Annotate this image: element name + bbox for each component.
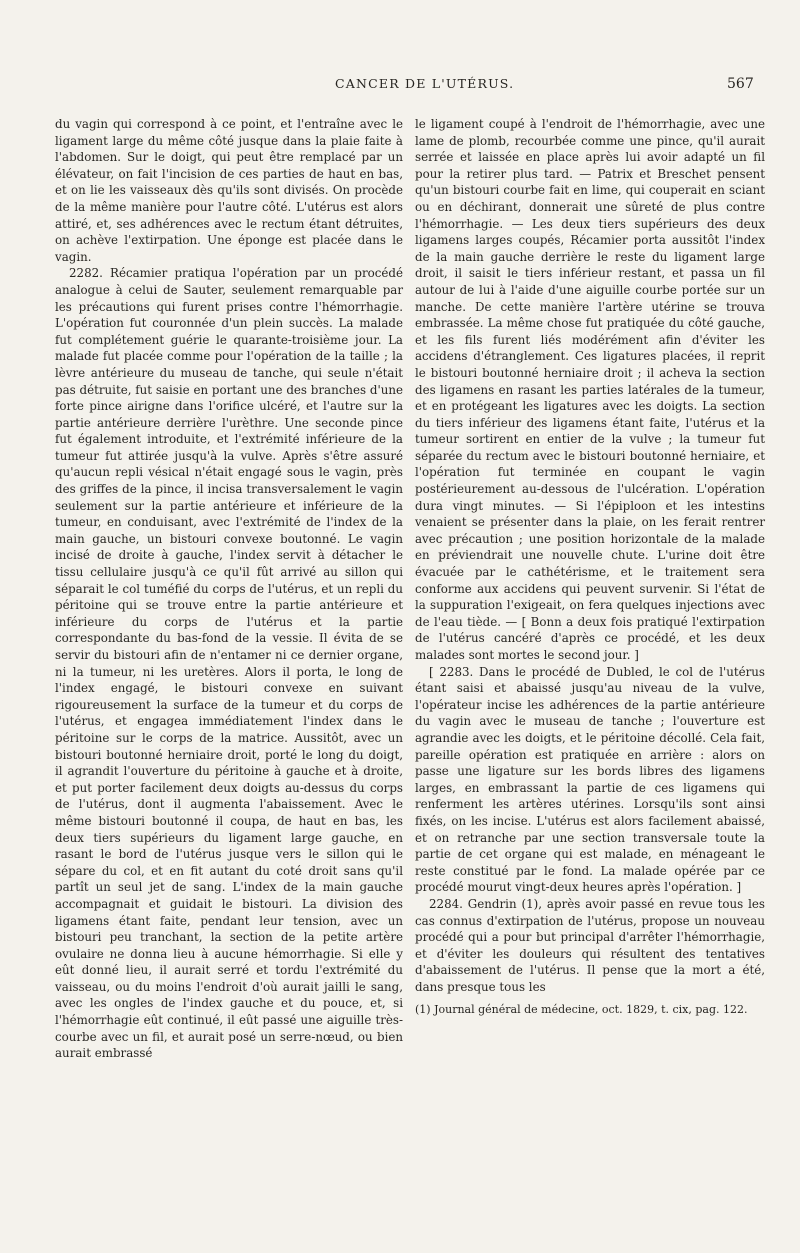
paragraph-2282: 2282. Récamier pratiqua l'opération par un procédé analogue à celui de Sauter, seulement remarquable par les précautions qui furent prises contre l'hémorrhagie. L'opération fut couronnée d'un plein succès. La malade fut complétement guérie le quarante-troisième jour. La malade fut placée comme pour l'opération de la taille ; la lèvre antérieure du museau de tanche, qui seule n'était pas détruite, fut saisie en portant une des branches d'une forte pince airigne dans l'orifice ulcéré, et l'autre sur la partie antérieure derrière l'urèthre. Une seconde pince fut également introduite, et l'extrémité inférieure de la tumeur fut attirée jusqu'à la vulve. Après s'être assuré qu'aucun repli vésical n'était engagé sous le vagin, près des griffes de la pince, il incisa transversalement le vagin seulement sur la partie antérieure et inférieure de la tumeur, en conduisant, avec l'extrémité de l'index de la main gauche, un bistouri convexe boutonné. Le vagin incisé de droite à gauche, l'index servit à détacher le tissu cellulaire jusqu'à ce qu'il fût arrivé au sillon qui séparait le col tuméfié du corps de l'utérus, et un repli du péritoine qui se trouve entre la partie antérieure et inférieure du corps de l'utérus et la partie correspondante du bas-fond de la vessie. Il évita de se servir du bistouri afin de n'entamer ni ce dernier organe, ni la tumeur, ni les uretères. Alors il porta, le long de l'index engagé, le bistouri convexe en suivant rigoureusement la surface de la tumeur et du corps de l'utérus, et engagea immédiatement l'index dans le péritoine sur le corps de la matrice. Aussitôt, avec un bistouri boutonné herniaire droit, porté le long du doigt, il agrandit l'ouverture du péritoine à gauche et à droite, et put porter facilement deux doigts au-dessus du corps de l'utérus, dont il augmenta l'abaissement. Avec le même bistouri boutonné il coupa, de haut en bas, les deux tiers supérieurs du ligament large gauche, en rasant le bord de l'utérus jusque vers le sillon qui le sépare du col, et en fit autant du coté droit sans qu'il partît un seul jet de sang. L'index de la main gauche accompagnait et guidait le bistouri. La division des ligamens étant faite, pendant leur tension, avec un bistouri peu tranchant, la section de la petite artère ovulaire ne donna lieu à aucune hémorrhagie. Si elle y eût donné lieu, il aurait serré et tordu l'extrémité du vaisseau, ou du moins l'endroit d'où aurait jailli le sang, avec les ongles de l'index gauche et du pouce, et, si l'hémorrhagie eût continué, il eût passé une aiguille très-courbe avec un fil, et aurait posé un serre-nœud, ou bien aurait embrassé	[55, 266, 403, 1061]
left-column	[55, 116, 403, 1062]
page-header	[0, 76, 800, 96]
paragraph-continued: du vagin qui correspond à ce point, et l'entraîne avec le ligament large du même côté jusque dans la plaie faite à l'abdomen. Sur le doigt, qui peut être remplacé par un élévateur, on fait l'incision de ces parties de haut en bas, et on lie les vaisseaux dès qu'ils sont divisés. On procède de la même manière pour l'autre côté. L'utérus est alors attiré, et, ses adhérences avec le rectum étant détruites, on achève l'extirpation. Une éponge est placée dans le vagin.	[55, 117, 403, 264]
paragraph-2283: [ 2283. Dans le procédé de Dubled, le col de l'utérus étant saisi et abaissé jusqu'au niveau de la vulve, l'opérateur incise les adhérences de la partie antérieure du vagin avec le museau de tanche ; l'ouverture est agrandie avec les doigts, et le péritoine décollé. Cela fait, pareille opération est pratiquée en arrière : alors on passe une ligature sur les bords libres des ligamens larges, en embrassant la partie de ces ligamens qui renferment les artères utérines. Lorsqu'ils sont ainsi fixés, on les incise. L'utérus est alors facilement abaissé, et on retranche par une section transversale toute la partie de cet organe qui est malade, en ménageant le reste constitué par le fond. La malade opérée par ce procédé mourut vingt-deux heures après l'opération. ]	[415, 664, 765, 895]
footnote: (1) Journal général de médecine, oct. 1829, t. cix, pag. 122.	[415, 1003, 748, 1017]
paragraph-continued-right: le ligament coupé à l'endroit de l'hémorrhagie, avec une lame de plomb, recourbée comme une pince, qu'il aurait serrée et laissée en place après lui avoir adapté un fil pour la retirer plus tard. — Patrix et Breschet pensent qu'un bistouri courbe fait en lime, qui couperait en sciant ou en déchirant, donnerait une sûreté de plus contre l'hémorrhagie. — Les deux tiers supérieurs des deux ligamens larges coupés, Récamier porta aussitôt l'index de la main gauche derrière le reste du ligament large droit, il saisit le tiers inférieur restant, et passa un fil autour de lui à l'aide d'une aiguille courbe portée sur un manche. De cette manière l'artère utérine se trouva embrassée. La même chose fut pratiquée du côté gauche, et les fils furent liés modérément afin d'éviter les accidens d'étranglement. Ces ligatures placées, il reprit le bistouri boutonné herniaire droit ; il acheva la section des ligamens en rasant les parties latérales de la tumeur, et en protégeant les ligatures avec les doigts. La section du tiers inférieur des ligamens étant faite, l'utérus et la tumeur sortirent en entier de la vulve ; la tumeur fut séparée du rectum avec le bistouri boutonné herniaire, et l'opération fut terminée en coupant le vagin postérieurement au-dessous de l'ulcération. L'opération dura vingt minutes. — Si l'épiploon et les intestins venaient se présenter dans la plaie, on les ferait rentrer avec précaution ; une position horizontale de la malade en préviendrait une nouvelle chute. L'urine doit être évacuée par le cathétérisme, et le traitement sera conforme aux accidens qui peuvent survenir. Si l'état de la suppuration l'exigeait, on fera quelques injections avec de l'eau tiède. — [ Bonn a deux fois pratiqué l'extirpation de l'utérus cancéré d'après ce procédé, et les deux malades sont mortes le second jour. ]	[415, 117, 765, 662]
paragraph-2284: 2284. Gendrin (1), après avoir passé en revue tous les cas connus d'extirpation de l'utérus, propose un nouveau procédé qui a pour but principal d'arrêter l'hémorrhagie, et d'éviter les douleurs qui résultent des tentatives d'abaissement de l'utérus. Il pense que la mort a été, dans presque tous les	[415, 896, 765, 994]
running-title: CANCER DE L'UTÉRUS.	[335, 76, 515, 91]
right-column	[415, 116, 765, 1018]
page-number: 567	[727, 76, 754, 92]
